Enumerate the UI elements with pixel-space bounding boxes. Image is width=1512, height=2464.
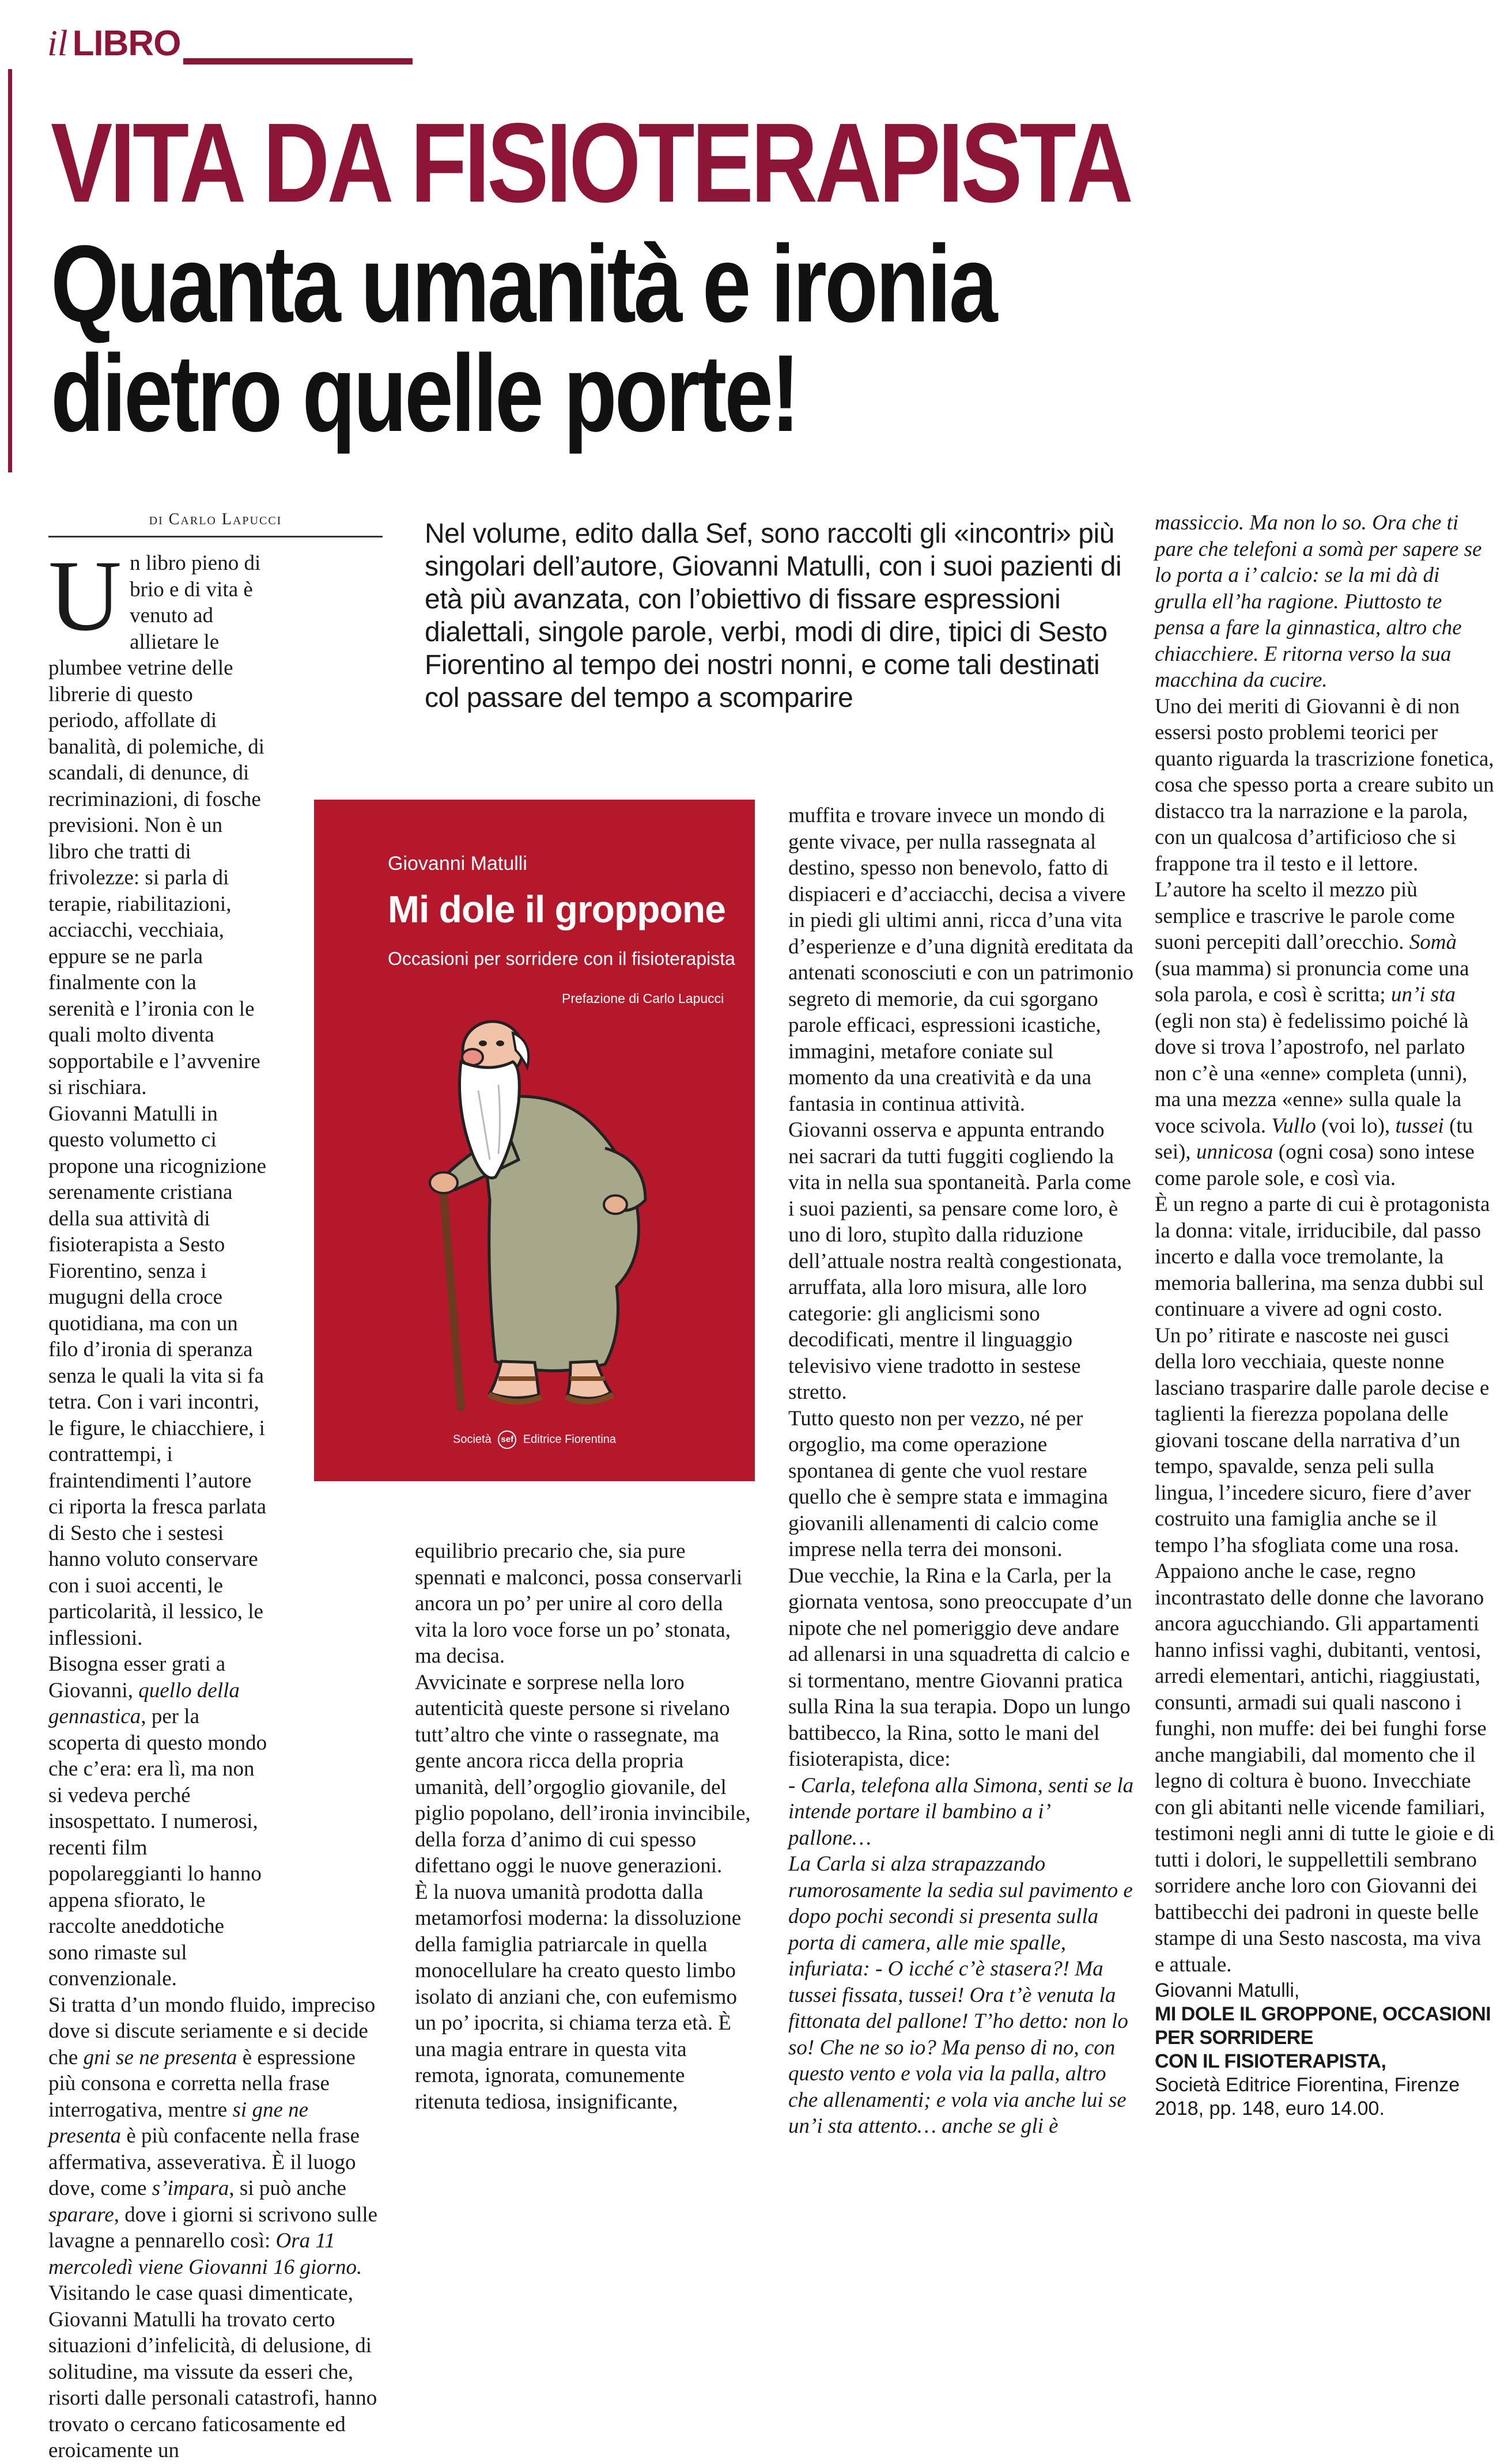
paragraph: muffita e trovare invece un mondo di gente vivace, per nulla rassegnata al destino, spesso non benevolo, fatto di dispiaceri e d’acciacchi, decisa a vivere in piedi gli ultimi anni, ricca d’una vita d’esperienze e d’una dignità ereditata da antenati sconosciuti e con un patrimonio segreto di memorie, da cui sgorgano parole efficaci, espressioni icastiche, immagini, metafore coniate sul momento da una creatività e da una fantasia in continua attività. (788, 804, 1134, 1116)
byline: di Carlo Lapucci (149, 510, 282, 528)
subtitle (51, 223, 1203, 455)
paragraph: equilibrio precario che, sia pure spennati e malconci, possa conservarli ancora un po’ per unire al coro della vita la loro voce forse un po’ stonata, ma decisa. (415, 1539, 743, 1668)
old-man-illustration (375, 1010, 697, 1413)
dialogue-paragraph: massiccio. Ma non lo so. Ora che ti pare che telefoni a somà per sapere se lo porta a i’ calcio: se la mi dà di grulla ell’ha ragione. Piuttosto te pensa a fare la ginnastica, altro che chiacchiere. E ritorna verso la sua macchina da cucire. (1155, 511, 1482, 692)
book-info-box (1155, 1979, 1500, 2121)
book-info-author: Giovanni Matulli, (1155, 1979, 1300, 2001)
left-accent-rule (8, 69, 12, 472)
cover-author: Giovanni Matulli (388, 853, 527, 875)
section-name: LIBRO (72, 24, 181, 63)
headline: VITA DA FISIOTERAPISTA (51, 100, 1131, 226)
paragraph: Uno dei meriti di Giovanni è di non essersi posto problemi teorici per quanto riguarda la trascrizione fonetica, cosa che spesso porta a creare subito un distacco tra la narrazione e la parola, con un qualcosa d’artificioso che si frappone tra il testo e il lettore. (1155, 694, 1494, 876)
paragraph: L’autore ha scelto il mezzo più semplice e trascrive le parole come suoni percepiti dall’orecchio. Somà (sua mamma) si pronuncia come una sola parola, e così è scritta; un’i sta (egli non sta) è fedelissimo poiché là dove si trova l’apostrofo, nel parlato non c’è una «enne» completa (unni), ma una mezza «enne» sulla quale la voce scivola. Vullo (voi lo), tussei (tu sei), unnicosa (ogni cosa) sono intese come parole sole, e così via. (1155, 878, 1475, 1190)
cover-title: Mi dole il groppone (388, 888, 725, 930)
paragraph: Si tratta d’un mondo fluido, impreciso dove si discute seriamente e si decide che gni se ne presenta è espressione più consona e corretta nella frase interrogativa, mentre si gne ne presenta è più confacente nella frase affermativa, asseverativa. È il luogo dove, come s’impara, si può anche sparare, dove i giorni si scrivono sulle lavagne a pennarello così: Ora 11 mercoledì viene Giovanni 16 giorno. (48, 1993, 378, 2279)
column-1-narrow-block (48, 540, 267, 1992)
cover-publisher (314, 1430, 755, 1449)
paragraph: Bisogna esser grati a Giovanni, quello della gennastica, per la scoperta di questo mondo che c’era: era lì, ma non si vedeva perché insospettato. I numerosi, recenti film popolareggianti lo hanno appena sfiorato, le raccolte aneddotiche sono rimaste sul convenzionale. (48, 1652, 267, 1990)
paragraph: Appaiono anche le case, regno incontrastato delle donne che lavorano ancora agucchiando. Gli appartamenti hanno infissi vaghi, dubitanti, ventosi, arredi elementari, antichi, riaggiustati, consunti, armadi sui quali nascono i funghi, non muffe: dei bei funghi forse anche mangiabili, dal momento che il legno di coltura è buono. Invecchiate con gli abitanti nelle vicende familiari, testimoni negli anni di tutte le gioie e di tutti i dolori, le suppellettili sembrano sorridere anche loro con Giovanni dei battibecchi dei padroni in queste belle stampe di una Sesto nascosta, ma viva e attuale. (1155, 1560, 1495, 1977)
subtitle-line-1: Quanta umanità e ironia (51, 223, 996, 345)
book-info-title-line-1: MI DOLE IL GROPPONE, OCCASIONI (1155, 2003, 1491, 2025)
paragraph: Due vecchie, la Rina e la Carla, per la giornata ventosa, sono preoccupate d’un nipote che nel pomeriggio deve andare ad allenarsi in una squadretta di calcio e si tormentano, mentre Giovanni pratica sulla Rina la sua terapia. Dopo un lungo battibecco, la Rina, sotto le mani del fisioterapista, dice: (788, 1564, 1132, 1771)
publisher-name-part1: Società (452, 1433, 492, 1446)
cover-preface: Prefazione di Carlo Lapucci (562, 991, 724, 1006)
drop-cap: U (48, 540, 122, 652)
section-tag (47, 22, 416, 74)
paragraph: È la nuova umanità prodotta dalla metamorfosi moderna: la dissoluzione della famiglia patriarcale in quella monocellulare ha creato questo limbo isolato di anziani che, con eufemismo un po’ ipocrita, si chiama terza età. È una magia entrare in questa vita remota, ignorata, comunemente ritenuta tediosa, insignificante, (415, 1880, 742, 2114)
article-column-4 (1155, 510, 1495, 1978)
article-column-2 (415, 1538, 755, 2115)
book-info-details: Società Editrice Fiorentina, Firenze 2018, pp. 148, euro 14.00. (1155, 2074, 1460, 2119)
article-column-3 (788, 803, 1134, 2140)
paragraph: Un po’ ritirate e nascoste nei gusci della loro vecchiaia, queste nonne lasciano trasparire dalle parole decise e taglienti la fierezza popolana delle giovani toscane della narrativa d’un tempo, spavalde, senza peli sulla lingua, l’incedere sicuro, fiere d’aver costruito una famiglia anche se il tempo l’ha sfogliata come una rosa. (1155, 1323, 1490, 1557)
section-prefix: il (47, 22, 68, 63)
paragraph: Visitando le case quasi dimenticate, Giovanni Matulli ha trovato certo situazioni d’infelicità, di delusione, di solitudine, ma vissute da esseri che, risorti dalle personali catastrofi, hanno trovato o cercano faticosamente ed eroicamente un (48, 2281, 377, 2462)
book-cover-image (314, 800, 755, 1481)
dialogue-paragraph: La Carla si alza strapazzando rumorosamente la sedia sul pavimento e dopo pochi secondi si presenta sulla porta di camera, alle mie spalle, infuriata: - O icché c’è stasera?! Ma tussei fissata, tussei! Ora t’è venuta la fittonata del pallone! T’ho detto: non lo so! Che ne so io? Ma penso di no, con questo vento e vola via la palla, altro che allenamenti; e vola via anche lui se un’i sta attento… anche se gli è (788, 1852, 1133, 2138)
paragraph: Tutto questo non per vezzo, né per orgoglio, ma come operazione spontanea di gente che vuol restare quello che è sempre stata e immagina giovanili allenamenti di calcio come imprese nella terra dei monsoni. (788, 1406, 1108, 1561)
cover-subtitle: Occasioni per sorridere con il fisioterapista (388, 948, 735, 969)
paragraph: n libro pieno di brio e di vita è venuto ad allietare le plumbee vetrine delle librerie di questo periodo, affollate di banalità, di polemiche, di scandali, di denunce, di recriminazioni, di fosche previsioni. Non è un libro che tratti di frivolezze: si parla di terapie, riabilitazioni, acciacchi, vecchiaia, eppure se ne parla finalmente con la serenità e l’ironia con le quali molto diventa sopportabile e l’avvenire si rischiara. (48, 551, 265, 1099)
section-rule (183, 58, 413, 65)
paragraph: Giovanni osserva e appunta entrando nei sacrari da tutti fuggiti cogliendo la vita in nella sua spontaneità. Parla come i suoi pazienti, sa pensare come loro, è uno di loro, stupìto dalla riduzione dell’attuale nostra realtà congestionata, arruffata, alla loro misura, alle loro categorie: gli anglicismi sono decodificati, mentre il linguaggio televisivo viene tradotto in sestese stretto. (788, 1118, 1131, 1404)
byline-rule (48, 536, 383, 538)
standfirst: Nel volume, edito dalla Sef, sono raccolti gli «incontri» più singolari dell’autore, Giovanni Matulli, con i suoi pazienti di età più avanzata, con l’obiettivo di fissare espressioni dialettali, singole parole, verbi, modi di dire, tipici di Sesto Fiorentino al tempo dei nostri nonni, e come tali destinati col passare del tempo a scomparire (425, 518, 1122, 713)
paragraph: È un regno a parte di cui è protagonista la donna: vitale, irriducibile, dal passo incerto e dalla voce tremolante, la memoria ballerina, ma senza dubbi sul continuare a vivere ad ogni costo. (1155, 1193, 1490, 1321)
paragraph: Avvicinate e sorprese nella loro autenticità queste persone si rivelano tutt’altro che vinte o rassegnate, ma gente ancora ricca della propria umanità, dell’orgoglio giovanile, del piglio popolano, dell’ironia invincibile, della forza d’animo di cui spesso difettano oggi le nuove generazioni. (415, 1670, 751, 1878)
paragraph: Giovanni Matulli in questo volumetto ci propone una ricognizione serenamente cristiana della sua attività di fisioterapista a Sesto Fiorentino, senza i mugugni della croce quotidiana, ma con un filo d’ironia di speranza senza le quali la vita si fa tetra. Con i vari incontri, le figure, le chiacchiere, i contrattempi, i fraintendimenti l’autore ci riporta la fresca parlata di Sesto che i sestesi hanno voluto conservare con i suoi accenti, le particolarità, il lessico, le inflessioni. (48, 1102, 267, 1650)
dialogue-paragraph: - Carla, telefona alla Simona, senti se la intende portare il bambino a i’ pallone… (788, 1773, 1134, 1850)
subtitle-line-2: dietro quelle porte! (51, 332, 798, 455)
book-info-title-line-3: CON IL FISIOTERAPISTA, (1155, 2050, 1386, 2072)
book-info-title-line-2: PER SORRIDERE (1155, 2027, 1313, 2049)
publisher-name-part2: Editrice Fiorentina (523, 1433, 617, 1446)
publisher-logo: sef (498, 1430, 516, 1449)
